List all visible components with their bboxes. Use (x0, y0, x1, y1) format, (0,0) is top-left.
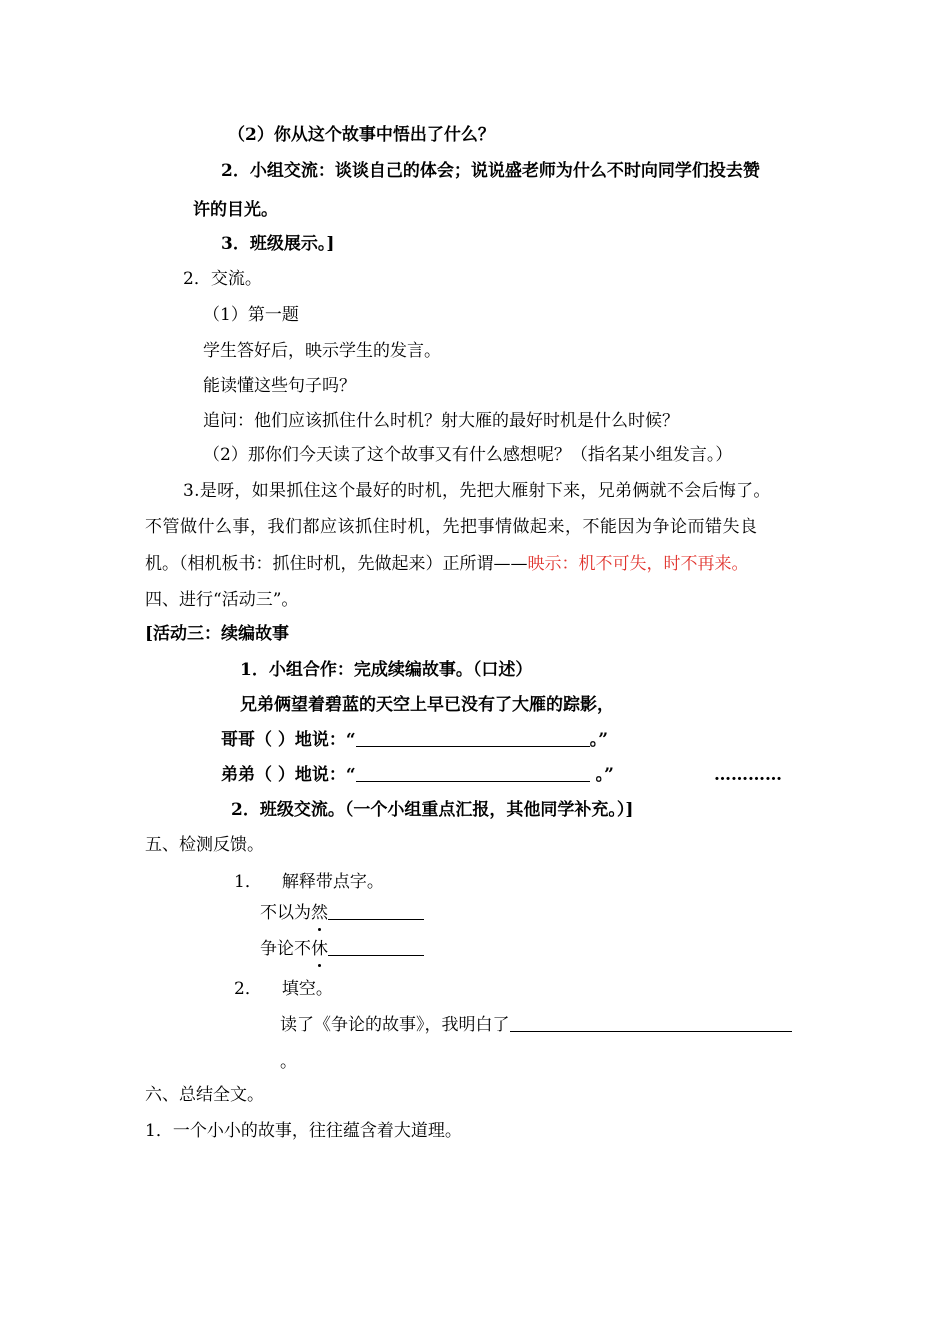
text-line: 3.是呀，如果抓住这个最好的时机，先把大雁射下来，兄弟俩就不会后悔了。 (183, 481, 771, 501)
answer-blank[interactable] (328, 937, 424, 956)
text-line: 追问：他们应该抓住什么时机？射大雁的最好时机是什么时候？ (203, 411, 679, 431)
text-line: 学生答好后，映示学生的发言。 (203, 341, 441, 361)
section-heading: 五、检测反馈。 (145, 835, 264, 855)
text-line: 1．一个小小的故事，往往蕴含着大道理。 (145, 1121, 462, 1141)
text-line (234, 870, 384, 894)
highlight-text: 映示：机不可失，时不再来。 (527, 554, 749, 574)
text-line (145, 552, 749, 576)
text-segment: 不以为 (260, 903, 311, 923)
answer-blank[interactable] (356, 763, 590, 782)
text-line: 能读懂这些句子吗？ (203, 376, 356, 396)
item-number: 1． (234, 872, 262, 892)
text-line: （1）第一题 (203, 305, 299, 325)
vocab-item (260, 937, 424, 961)
item-number: 2． (234, 979, 262, 999)
text-line: 2．班级交流。（一个小组重点汇报，其他同学补充。）] (231, 800, 634, 820)
text-line (234, 977, 333, 1001)
text-line: （2）那你们今天读了这个故事又有什么感想呢？（指名某小组发言。） (203, 445, 733, 465)
text-line: 。 (280, 1052, 297, 1072)
answer-blank[interactable] (356, 728, 590, 747)
text-segment: 弟弟（ ）地说：“ (221, 765, 356, 785)
text-line: 2．小组交流：谈谈自己的体会；说说盛老师为什么不时向同学们投去赞 (221, 161, 760, 181)
text-segment: 哥哥（ ）地说：“ (221, 730, 356, 750)
dialogue-line (221, 728, 608, 752)
ellipsis: ………… (714, 765, 782, 785)
text-line: 许的目光。 (193, 200, 278, 220)
section-heading: 六、总结全文。 (145, 1085, 264, 1105)
answer-blank[interactable] (328, 901, 424, 920)
answer-blank[interactable] (510, 1013, 792, 1032)
text-line: 不管做什么事，我们都应该抓住时机，先把事情做起来，不能因为争论而错失良 (145, 517, 758, 537)
text-segment: 机。（相机板书：抓住时机，先做起来）正所谓—— (145, 554, 528, 574)
text-segment: 读了《争论的故事》，我明白了 (280, 1015, 510, 1035)
fill-in-line (280, 1013, 792, 1037)
text-line: 1．小组合作：完成续编故事。（口述） (240, 660, 533, 680)
activity-heading: [活动三：续编故事 (145, 624, 290, 644)
text-segment: 争论不 (260, 939, 311, 959)
dotted-character: 然 (311, 903, 328, 923)
text-segment: 填空。 (281, 979, 333, 999)
text-segment: 。” (589, 730, 608, 750)
section-heading: 四、进行“活动三”。 (145, 590, 299, 610)
text-segment: 解释带点字。 (281, 872, 384, 892)
text-line: 兄弟俩望着碧蓝的天空上早已没有了大雁的踪影， (240, 695, 614, 715)
dialogue-line (221, 763, 614, 787)
text-segment: 。” (589, 765, 614, 785)
vocab-item (260, 901, 424, 925)
text-line: （2）你从这个故事中悟出了什么？ (228, 125, 495, 145)
dotted-character: 休 (311, 939, 328, 959)
text-line: 2．交流。 (183, 269, 262, 289)
text-line: 3．班级展示。] (221, 234, 335, 254)
